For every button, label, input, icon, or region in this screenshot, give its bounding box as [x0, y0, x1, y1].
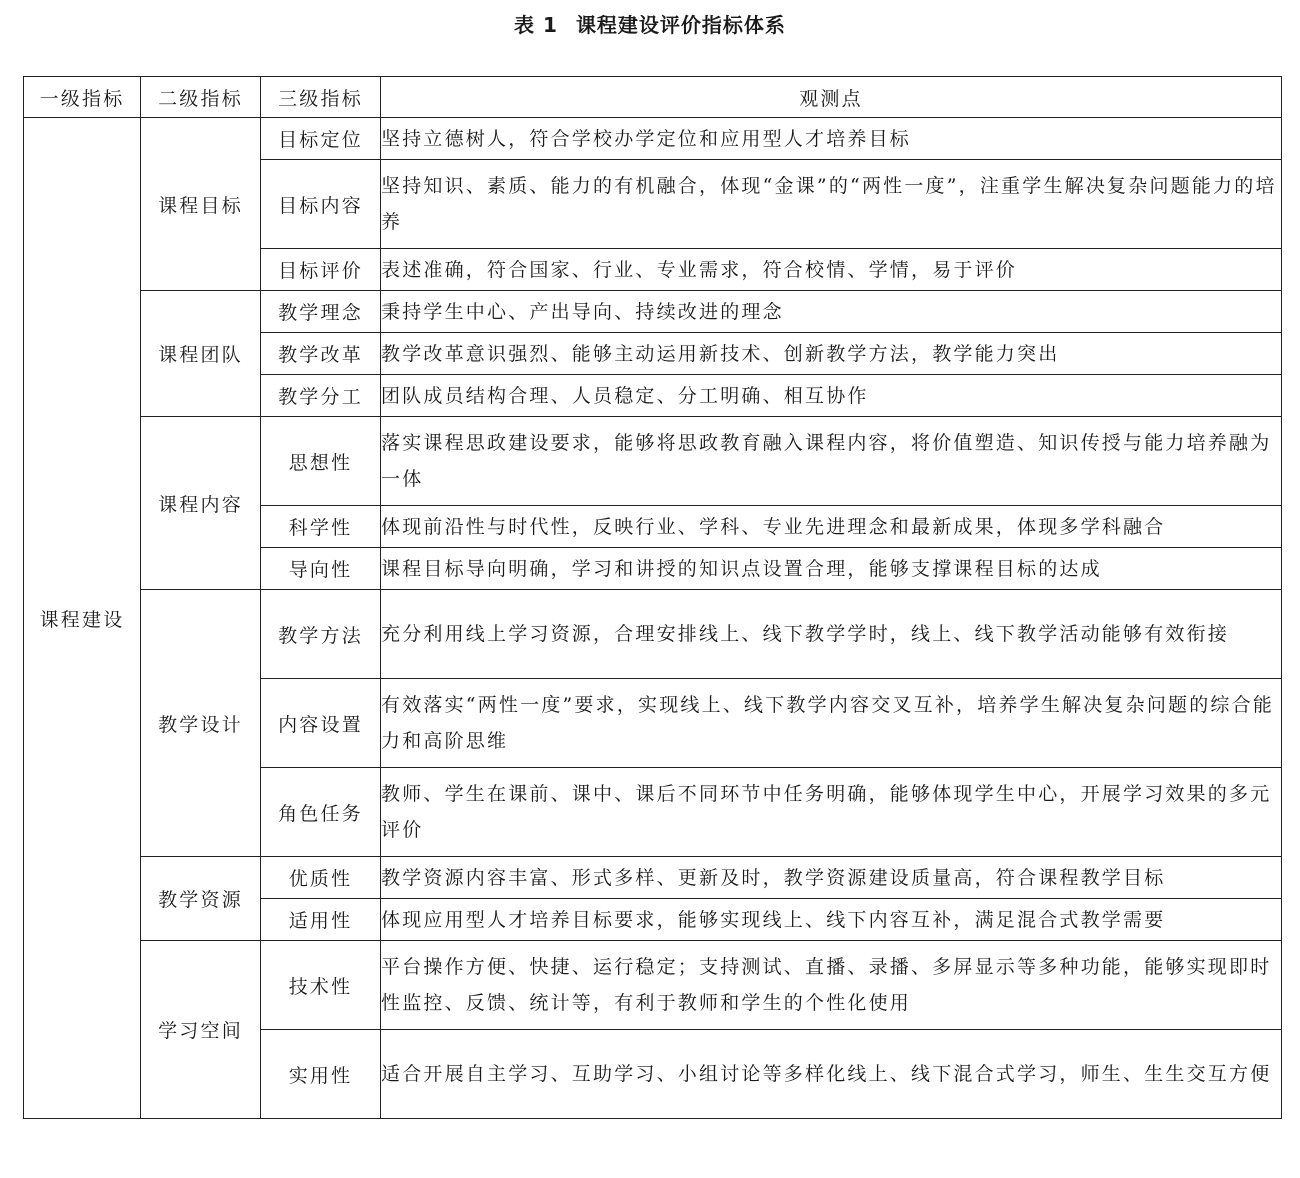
header-level1: 一级指标	[24, 77, 141, 118]
table-row	[24, 941, 1282, 1030]
observation-cell: 教师、学生在课前、课中、课后不同环节中任务明确，能够体现学生中心，开展学习效果的多元评价	[381, 768, 1282, 857]
level3-cell: 目标内容	[261, 160, 381, 249]
level1-cell: 课程建设	[24, 118, 141, 1119]
observation-cell: 秉持学生中心、产出导向、持续改进的理念	[381, 291, 1282, 333]
level3-cell: 教学理念	[261, 291, 381, 333]
level2-cell: 课程内容	[141, 417, 261, 590]
observation-cell: 落实课程思政建设要求，能够将思政教育融入课程内容，将价值塑造、知识传授与能力培养融为一体	[381, 417, 1282, 506]
table-row	[24, 291, 1282, 333]
level2-cell: 教学资源	[141, 857, 261, 941]
table-row	[24, 118, 1282, 160]
table-number: 表 1	[514, 13, 558, 37]
observation-cell: 团队成员结构合理、人员稳定、分工明确、相互协作	[381, 375, 1282, 417]
observation-cell: 坚持知识、素质、能力的有机融合，体现“金课”的“两性一度”，注重学生解决复杂问题能力的培养	[381, 160, 1282, 249]
level3-cell: 角色任务	[261, 768, 381, 857]
level3-cell: 教学分工	[261, 375, 381, 417]
level2-cell: 教学设计	[141, 590, 261, 857]
observation-cell: 平台操作方便、快捷、运行稳定；支持测试、直播、录播、多屏显示等多种功能，能够实现即时性监控、反馈、统计等，有利于教师和学生的个性化使用	[381, 941, 1282, 1030]
table-caption	[0, 10, 1300, 40]
observation-cell: 体现应用型人才培养目标要求，能够实现线上、线下内容互补，满足混合式教学需要	[381, 899, 1282, 941]
level2-cell: 课程目标	[141, 118, 261, 291]
header-row	[24, 77, 1282, 118]
level3-cell: 目标定位	[261, 118, 381, 160]
level2-cell: 学习空间	[141, 941, 261, 1119]
level3-cell: 思想性	[261, 417, 381, 506]
table-title: 课程建设评价指标体系	[575, 13, 786, 37]
observation-cell: 适合开展自主学习、互助学习、小组讨论等多样化线上、线下混合式学习，师生、生生交互方便	[381, 1030, 1282, 1119]
observation-cell: 有效落实“两性一度”要求，实现线上、线下教学内容交叉互补，培养学生解决复杂问题的综合能力和高阶思维	[381, 679, 1282, 768]
level2-cell: 课程团队	[141, 291, 261, 417]
header-observation: 观测点	[381, 77, 1282, 118]
observation-cell: 教学改革意识强烈、能够主动运用新技术、创新教学方法，教学能力突出	[381, 333, 1282, 375]
observation-cell: 充分利用线上学习资源，合理安排线上、线下教学学时，线上、线下教学活动能够有效衔接	[381, 590, 1282, 679]
level3-cell: 导向性	[261, 548, 381, 590]
observation-cell: 课程目标导向明确，学习和讲授的知识点设置合理，能够支撑课程目标的达成	[381, 548, 1282, 590]
level3-cell: 适用性	[261, 899, 381, 941]
level3-cell: 技术性	[261, 941, 381, 1030]
table-row	[24, 417, 1282, 506]
level3-cell: 优质性	[261, 857, 381, 899]
table-row	[24, 590, 1282, 679]
header-level3: 三级指标	[261, 77, 381, 118]
level3-cell: 教学方法	[261, 590, 381, 679]
header-level2: 二级指标	[141, 77, 261, 118]
level3-cell: 教学改革	[261, 333, 381, 375]
observation-cell: 教学资源内容丰富、形式多样、更新及时，教学资源建设质量高，符合课程教学目标	[381, 857, 1282, 899]
level3-cell: 科学性	[261, 506, 381, 548]
observation-cell: 表述准确，符合国家、行业、专业需求，符合校情、学情，易于评价	[381, 249, 1282, 291]
evaluation-index-table	[23, 76, 1282, 1119]
level3-cell: 实用性	[261, 1030, 381, 1119]
table-row	[24, 857, 1282, 899]
level3-cell: 目标评价	[261, 249, 381, 291]
level3-cell: 内容设置	[261, 679, 381, 768]
observation-cell: 体现前沿性与时代性，反映行业、学科、专业先进理念和最新成果，体现多学科融合	[381, 506, 1282, 548]
observation-cell: 坚持立德树人，符合学校办学定位和应用型人才培养目标	[381, 118, 1282, 160]
